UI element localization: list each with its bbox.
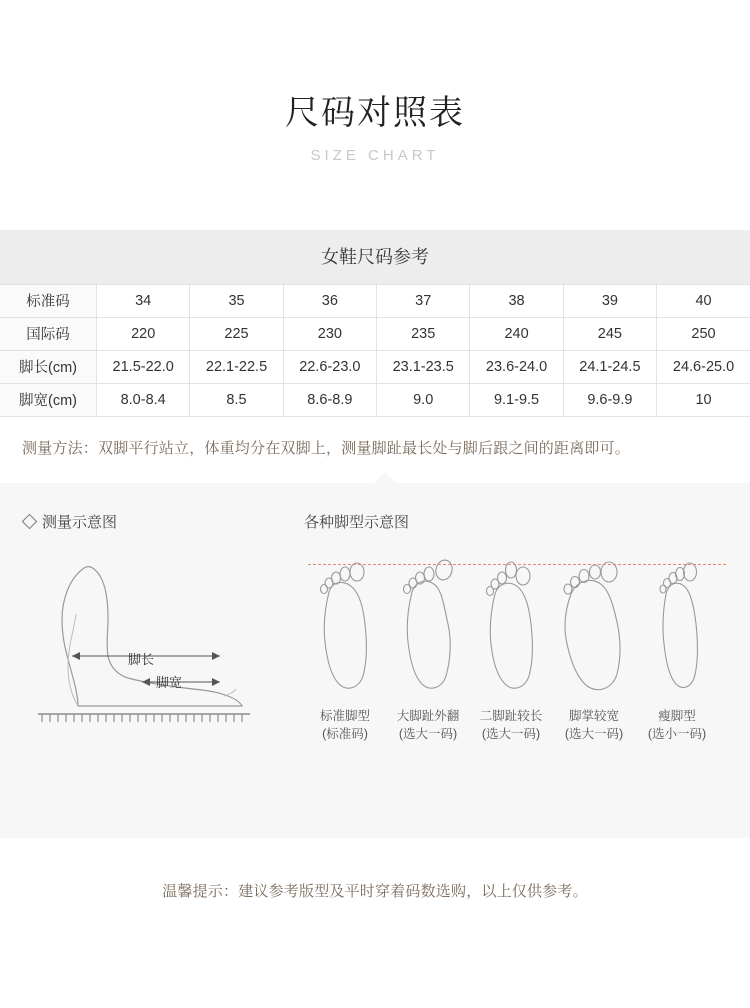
page-title: 尺码对照表 [285, 94, 465, 132]
row-header: 国际码 [0, 317, 97, 350]
table-cell: 40 [657, 284, 750, 317]
table-cell: 24.6-25.0 [657, 350, 750, 383]
foot-type-advice: (选大一码) [481, 727, 541, 742]
table-cell: 24.1-24.5 [563, 350, 656, 383]
table-cell: 235 [377, 317, 470, 350]
foot-width-label: 脚宽 [156, 674, 183, 690]
page-subtitle: SIZE CHART [310, 146, 440, 164]
table-cell: 245 [563, 317, 656, 350]
foot-types-title: 各种脚型示意图 [304, 513, 410, 531]
footer-tip: 温馨提示：建议参考版型及平时穿着码数选购，以上仅供参考。 [162, 882, 588, 900]
measurement-diagram-column [24, 511, 266, 779]
measurement-diagram-title [24, 511, 266, 532]
foot-type-advice: (选小一码) [647, 727, 707, 742]
alignment-guide-line [308, 564, 726, 565]
diagram-panel [0, 483, 750, 838]
foot-type-name: 大脚趾外翻 [396, 708, 460, 723]
size-table-block [0, 230, 750, 417]
foot-types-diagram [304, 546, 726, 745]
table-cell: 9.0 [377, 383, 470, 416]
table-cell: 9.1-9.5 [470, 383, 563, 416]
foot-outline-standard-icon [313, 546, 377, 696]
foot-outline-bunion-icon [396, 546, 460, 696]
foot-length-label: 脚长 [128, 651, 155, 667]
foot-type-advice: (选大一码) [398, 727, 458, 742]
table-row [0, 383, 750, 416]
table-cell: 21.5-22.0 [97, 350, 190, 383]
foot-type-item [636, 546, 718, 745]
table-caption: 女鞋尺码参考 [0, 230, 750, 284]
foot-type-item [387, 546, 469, 745]
table-row [0, 284, 750, 317]
page-header [0, 0, 750, 164]
table-cell: 35 [190, 284, 283, 317]
side-foot-svg [24, 546, 256, 736]
table-cell: 220 [97, 317, 190, 350]
table-cell: 22.6-23.0 [283, 350, 376, 383]
measurement-diagram-title-label: 测量示意图 [42, 513, 118, 531]
foot-type-name: 二脚趾较长 [479, 708, 543, 723]
table-cell: 8.5 [190, 383, 283, 416]
table-cell: 8.6-8.9 [283, 383, 376, 416]
table-cell: 22.1-22.5 [190, 350, 283, 383]
row-header: 脚长(cm) [0, 350, 97, 383]
table-cell: 23.6-24.0 [470, 350, 563, 383]
table-cell: 36 [283, 284, 376, 317]
table-cell: 10 [657, 383, 750, 416]
table-row [0, 350, 750, 383]
foot-type-item [470, 546, 552, 745]
foot-type-name: 脚掌较宽 [568, 708, 619, 723]
table-row [0, 317, 750, 350]
table-cell: 8.0-8.4 [97, 383, 190, 416]
table-cell: 240 [470, 317, 563, 350]
foot-type-item [553, 546, 635, 745]
diamond-icon [22, 514, 38, 530]
foot-outline-long-second-toe-icon [479, 546, 543, 696]
panel-arrow [374, 472, 396, 483]
size-table [0, 284, 750, 417]
table-cell: 230 [283, 317, 376, 350]
foot-types-column [266, 511, 726, 779]
side-foot-diagram [24, 546, 266, 779]
foot-type-name: 标准脚型 [319, 708, 370, 723]
table-cell: 250 [657, 317, 750, 350]
table-cell: 9.6-9.9 [563, 383, 656, 416]
row-header: 脚宽(cm) [0, 383, 97, 416]
foot-type-item [304, 546, 386, 745]
foot-types-row [304, 546, 726, 745]
table-cell: 34 [97, 284, 190, 317]
table-cell: 39 [563, 284, 656, 317]
foot-type-advice: (选大一码) [564, 727, 624, 742]
foot-type-name: 瘦脚型 [658, 708, 696, 723]
foot-outline-wide-icon [559, 546, 629, 696]
table-cell: 37 [377, 284, 470, 317]
foot-type-advice: (标准码) [322, 727, 368, 742]
table-cell: 38 [470, 284, 563, 317]
foot-outline-narrow-icon [648, 546, 706, 696]
table-cell: 225 [190, 317, 283, 350]
row-header: 标准码 [0, 284, 97, 317]
measurement-method-note: 测量方法：双脚平行站立，体重均分在双脚上，测量脚趾最长处与脚后跟之间的距离即可。 [22, 439, 631, 457]
table-cell: 23.1-23.5 [377, 350, 470, 383]
